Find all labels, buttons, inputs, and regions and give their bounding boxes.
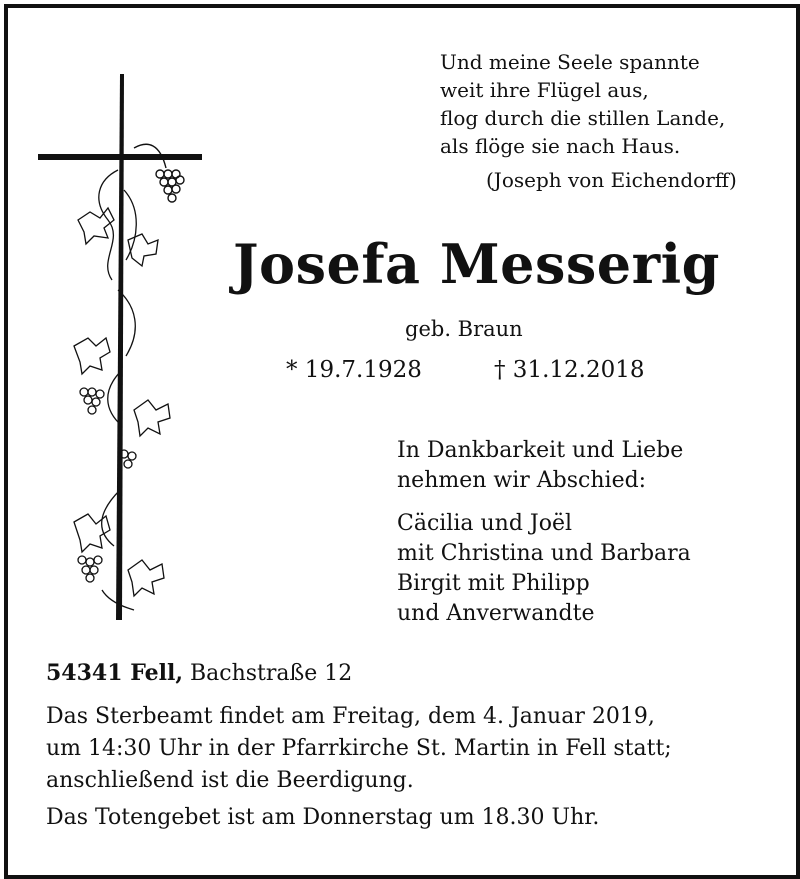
- address-city: 54341 Fell,: [46, 660, 183, 686]
- farewell-text: [397, 436, 683, 496]
- deceased-name: Josefa Messerig: [233, 232, 720, 296]
- poem-line: Und meine Seele spannte: [440, 50, 700, 74]
- mourner-line: und Anverwandte: [397, 601, 595, 626]
- mourner-line: Cäcilia und Joël: [397, 511, 573, 536]
- death-date: † 31.12.2018: [494, 357, 645, 383]
- poem-line: als flöge sie nach Haus.: [440, 134, 681, 158]
- poem-line: weit ihre Flügel aus,: [440, 78, 649, 102]
- cross-with-vine-icon: [38, 70, 208, 630]
- address-street: Bachstraße 12: [189, 661, 353, 686]
- mourner-line: Birgit mit Philipp: [397, 571, 590, 596]
- farewell-line: nehmen wir Abschied:: [397, 468, 647, 493]
- address: [46, 660, 352, 686]
- grape-cluster-icon: [134, 144, 184, 202]
- service-info: [46, 701, 672, 797]
- poem-line: flog durch die stillen Lande,: [440, 106, 726, 130]
- prayer-info: Das Totengebet ist am Donnerstag um 18.30 Uhr.: [46, 805, 600, 830]
- service-line: Das Sterbeamt findet am Freitag, dem 4. Januar 2019,: [46, 704, 655, 729]
- maiden-name: geb. Braun: [405, 317, 523, 341]
- service-line: um 14:30 Uhr in der Pfarrkirche St. Martin in Fell statt;: [46, 736, 672, 761]
- service-line: anschließend ist die Beerdigung.: [46, 768, 414, 793]
- poem: [440, 48, 725, 160]
- mourners-list: [397, 509, 691, 629]
- cross-horizontal-beam: [38, 154, 202, 160]
- birth-date: * 19.7.1928: [286, 357, 422, 383]
- poem-author: (Joseph von Eichendorff): [486, 168, 737, 192]
- farewell-line: In Dankbarkeit und Liebe: [397, 438, 684, 463]
- mourner-line: mit Christina und Barbara: [397, 541, 691, 566]
